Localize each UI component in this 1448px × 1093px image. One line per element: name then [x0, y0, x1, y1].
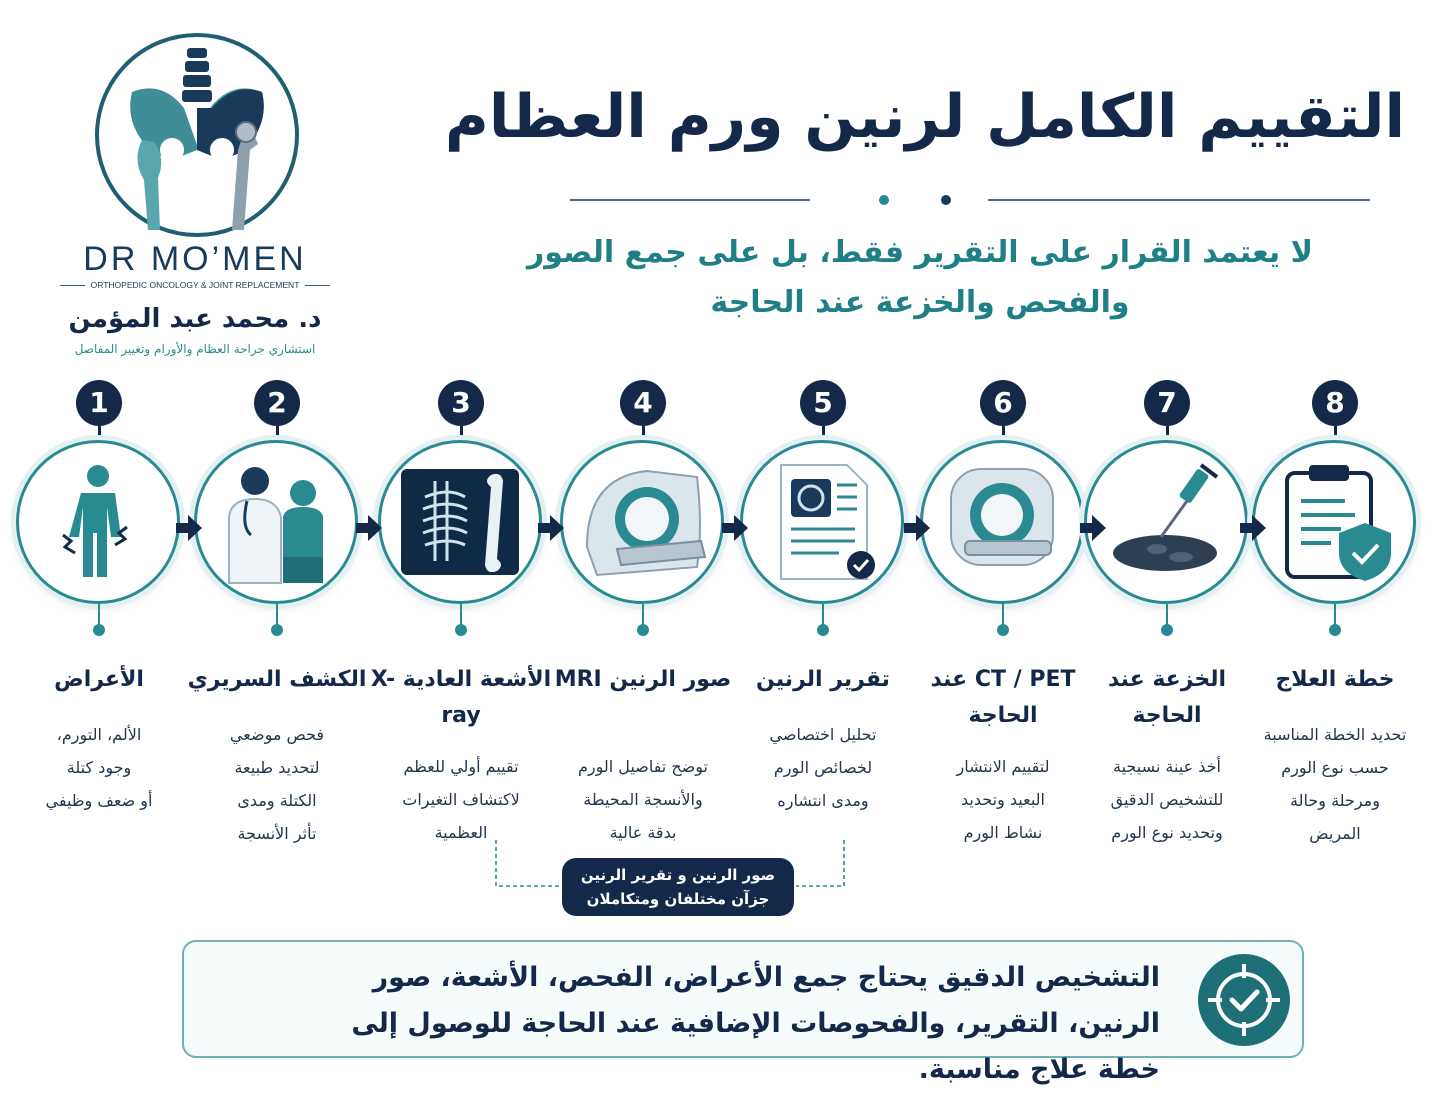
step-number-stem [98, 426, 101, 440]
logo-name: DR MO’MEN [83, 240, 307, 278]
step-title: الأشعة العادية X-ray [370, 667, 552, 728]
step-connector-dot [1329, 624, 1341, 636]
step-icon-circle [560, 440, 724, 604]
mri-note-badge: صور الرنين و تقرير الرنين جزآن مختلفان ومتكاملان [562, 858, 794, 916]
arrow-icon [902, 512, 932, 544]
step-number: 2 [254, 380, 300, 426]
arrow-icon [1238, 512, 1268, 544]
step-title: الأعراض [54, 667, 144, 692]
step-connector [822, 604, 824, 626]
logo-emblem [92, 30, 302, 240]
xray-icon [395, 457, 525, 587]
step-description: تقييم أولي للعظم لاكتشاف التغيرات العظمية [402, 757, 520, 842]
step-connector-dot [1161, 624, 1173, 636]
step-icon-circle [1252, 440, 1416, 604]
page-title: التقييم الكامل لرنين ورم العظام [444, 82, 1406, 152]
arrow-icon [354, 512, 384, 544]
step-description: توضح تفاصيل الورم والأنسجة المحيطة بدقة عالية [578, 757, 708, 842]
step-connector-dot [637, 624, 649, 636]
doctor-exam-icon [211, 457, 341, 587]
step-number: 1 [76, 380, 122, 426]
logo-tagline-text: ORTHOPEDIC ONCOLOGY & JOINT REPLACEMENT [90, 280, 300, 290]
target-check-icon [1196, 952, 1292, 1048]
patient-pain-icon [33, 457, 163, 587]
step-icon-circle [920, 440, 1084, 604]
arrow-icon [720, 512, 750, 544]
step-number-stem [460, 426, 463, 440]
step-icon-circle [740, 440, 904, 604]
step-title: صور الرنين MRI [554, 667, 732, 692]
report-icon [757, 457, 887, 587]
ct-scanner-icon [937, 457, 1067, 587]
step-connector [1334, 604, 1336, 626]
step-number-stem [642, 426, 645, 440]
step-number: 5 [800, 380, 846, 426]
step-number: 7 [1144, 380, 1190, 426]
step-title: الخزعة عند الحاجة [1107, 667, 1227, 728]
step-connector-dot [93, 624, 105, 636]
step-connector [642, 604, 644, 626]
doctor-title-arabic: استشاري جراحة العظام والأورام وتغيير المفاصل [74, 342, 316, 356]
step-number-stem [1166, 426, 1169, 440]
mri-machine-icon [577, 457, 707, 587]
step-number: 3 [438, 380, 484, 426]
step-description: لتقييم الانتشار البعيد وتحديد نشاط الورم [956, 757, 1050, 842]
step-connector-dot [997, 624, 1009, 636]
step-number-stem [822, 426, 825, 440]
step-icon-circle [1084, 440, 1248, 604]
step-title: تقرير الرنين [756, 667, 890, 692]
summary-text: التشخيص الدقيق يحتاج جمع الأعراض، الفحص، الأشعة، صور الرنين، التقرير، والفحوصات الإضافية عند الحاجة للوصول إلى خطة علاج مناسبة. [351, 962, 1160, 1085]
step-number-stem [1002, 426, 1005, 440]
step-connector [98, 604, 100, 626]
step-icon-circle [378, 440, 542, 604]
biopsy-syringe-icon [1101, 457, 1231, 587]
step-description: فحص موضعي لتحديد طبيعة الكتلة ومدى تأثر الأنسجة [229, 725, 325, 843]
step-title: الكشف السريري [187, 667, 367, 692]
title-divider [560, 188, 1380, 212]
step-number: 4 [620, 380, 666, 426]
step-description: الألم، التورم، وجود كتلة أو ضعف وظيفي [45, 725, 153, 810]
step-icon-circle [16, 440, 180, 604]
step-connector [460, 604, 462, 626]
arrow-icon [174, 512, 204, 544]
step-connector-dot [817, 624, 829, 636]
arrow-icon [1078, 512, 1108, 544]
step-title: خطة العلاج [1275, 667, 1395, 692]
step-connector [1002, 604, 1004, 626]
step-number-stem [276, 426, 279, 440]
doctor-name-arabic: د. محمد عبد المؤمن [68, 304, 322, 334]
step-connector [1166, 604, 1168, 626]
step-connector-dot [455, 624, 467, 636]
step-description: تحديد الخطة المناسبة حسب نوع الورم ومرحلة وحالة المريض [1263, 725, 1407, 843]
arrow-icon [536, 512, 566, 544]
step-number: 8 [1312, 380, 1358, 426]
step-icon-circle [194, 440, 358, 604]
logo-tagline [60, 280, 330, 290]
step-title: CT / PET عند الحاجة [930, 667, 1076, 728]
step-number-stem [1334, 426, 1337, 440]
subtitle: لا يعتمد القرار على التقرير فقط، بل على جمع الصور والفحص والخزعة عند الحاجة [527, 235, 1313, 320]
clipboard-shield-icon [1269, 457, 1399, 587]
step-number: 6 [980, 380, 1026, 426]
step-connector [276, 604, 278, 626]
step-connector-dot [271, 624, 283, 636]
step-description: أخذ عينة نسيجية للتشخيص الدقيق وتحديد نوع الورم [1110, 757, 1224, 842]
step-description: تحليل اختصاصي لخصائص الورم ومدى انتشاره [769, 725, 877, 810]
